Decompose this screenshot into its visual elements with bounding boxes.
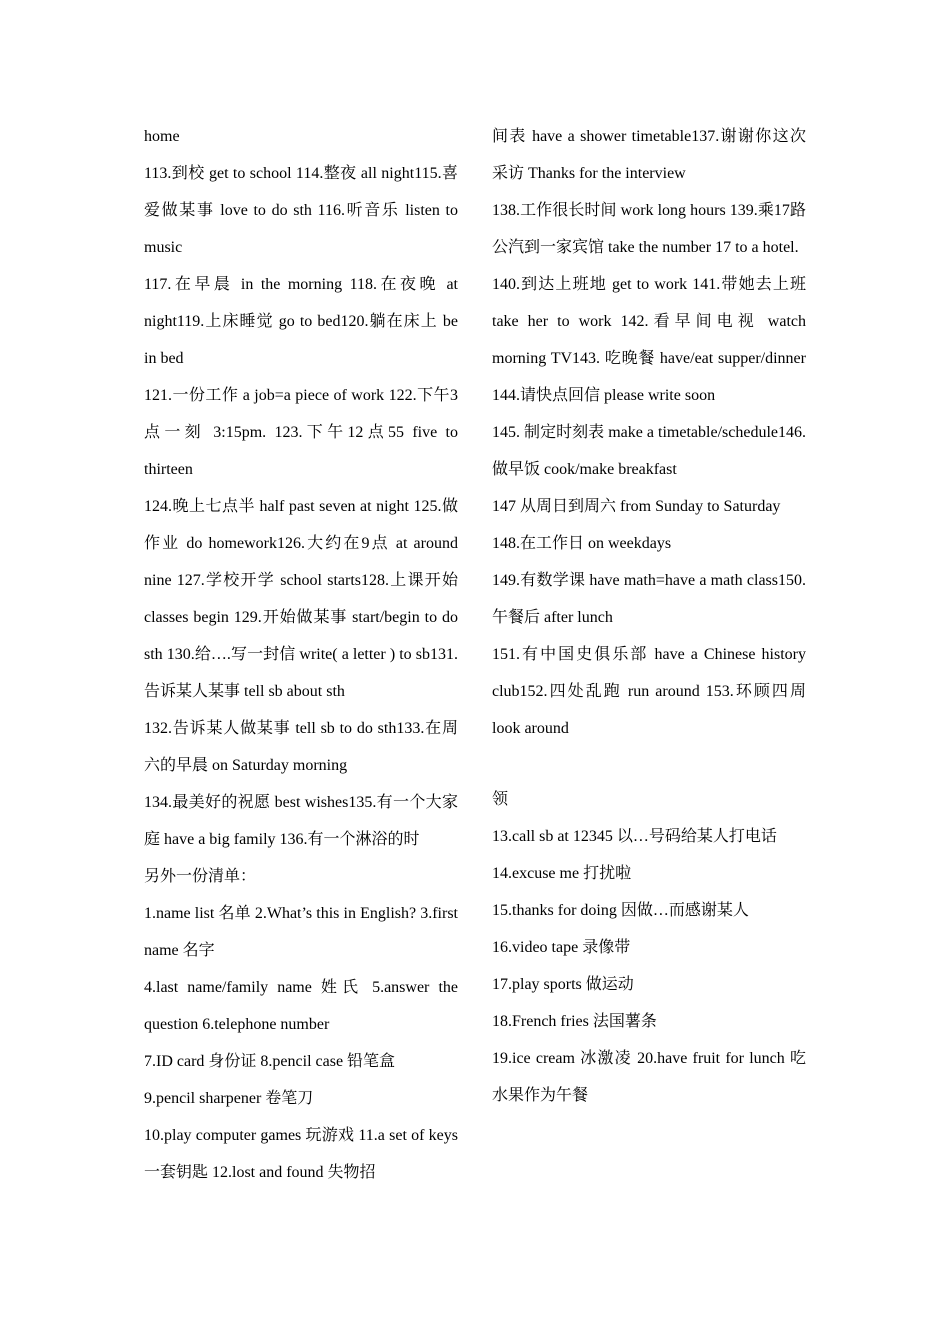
vocab-paragraph: 149.有数学课 have math=have a math class150.午餐后 after lunch bbox=[492, 572, 806, 626]
vocab-paragraph: 124.晚上七点半 half past seven at night 125.做作业 do homework126.大约在9点 at around nine 127.学校开学 school starts128.上课开始 classes begin 129.开始做某事 start/begin to do sth 130.给….写一封信 write( a letter ) to sb131.告诉某人某事 tell sb about sth bbox=[144, 498, 458, 700]
vocab-paragraph: 15.thanks for doing 因做…而感谢某人 bbox=[492, 902, 749, 919]
vocab-paragraph: 9.pencil sharpener 卷笔刀 bbox=[144, 1090, 314, 1107]
vocab-paragraph: 117.在早晨 in the morning 118.在夜晚 at night119.上床睡觉 go to bed120.躺在床上 be in bed bbox=[144, 276, 458, 367]
vocab-paragraph: 17.play sports 做运动 bbox=[492, 976, 634, 993]
vocab-paragraph: 10.play computer games 玩游戏 11.a set of keys 一套钥匙 12.lost and found 失物招 bbox=[144, 1127, 458, 1181]
vocab-paragraph: 145. 制定时刻表 make a timetable/schedule146.做早饭 cook/make breakfast bbox=[492, 424, 806, 478]
vocab-paragraph: 18.French fries 法国薯条 bbox=[492, 1013, 657, 1030]
vocab-paragraph: 113.到校 get to school 114.整夜 all night115.喜爱做某事 love to do sth 116.听音乐 listen to music bbox=[144, 165, 458, 256]
vocab-paragraph: 领 bbox=[492, 791, 509, 808]
vocab-paragraph: 138.工作很长时间 work long hours 139.乘17路公汽到一家宾馆 take the number 17 to a hotel. bbox=[492, 202, 806, 256]
vocab-paragraph: 151.有中国史俱乐部 have a Chinese history club152.四处乱跑 run around 153.环顾四周 look around bbox=[492, 646, 806, 737]
left-column bbox=[144, 118, 458, 1191]
vocab-paragraph: 140.到达上班地 get to work 141.带她去上班 take her to work 142.看早间电视 watch morning TV143. 吃晚餐 have/eat supper/dinner 144.请快点回信 please write soon bbox=[492, 276, 806, 404]
vocab-paragraph: 16.video tape 录像带 bbox=[492, 939, 631, 956]
vocab-paragraph: 1.name list 名单 2.What’s this in English? 3.first name 名字 bbox=[144, 905, 458, 959]
blank-line bbox=[492, 747, 806, 781]
vocab-paragraph: 4.last name/family name 姓氏 5.answer the question 6.telephone number bbox=[144, 979, 458, 1033]
vocab-paragraph: 121.一份工作 a job=a piece of work 122.下午3点一刻 3:15pm. 123.下午12点55 five to thirteen bbox=[144, 387, 458, 478]
vocab-paragraph: 147 从周日到周六 from Sunday to Saturday bbox=[492, 498, 781, 515]
vocab-paragraph: home bbox=[144, 128, 180, 145]
vocab-paragraph: 132.告诉某人做某事 tell sb to do sth133.在周六的早晨 on Saturday morning bbox=[144, 720, 458, 774]
vocab-paragraph: 134.最美好的祝愿 best wishes135.有一个大家庭 have a big family 136.有一个淋浴的时 bbox=[144, 794, 458, 848]
vocab-paragraph: 间表 have a shower timetable137.谢谢你这次采访 Thanks for the interview bbox=[492, 128, 806, 182]
vocab-paragraph: 148.在工作日 on weekdays bbox=[492, 535, 672, 552]
vocab-paragraph: 13.call sb at 12345 以…号码给某人打电话 bbox=[492, 828, 777, 845]
vocab-paragraph: 7.ID card 身份证 8.pencil case 铅笔盒 bbox=[144, 1053, 396, 1070]
right-column bbox=[492, 118, 806, 1114]
list-heading: 另外一份清单： bbox=[144, 868, 257, 885]
vocab-paragraph: 14.excuse me 打扰啦 bbox=[492, 865, 632, 882]
vocab-paragraph: 19.ice cream 冰激凌 20.have fruit for lunch 吃水果作为午餐 bbox=[492, 1050, 806, 1104]
